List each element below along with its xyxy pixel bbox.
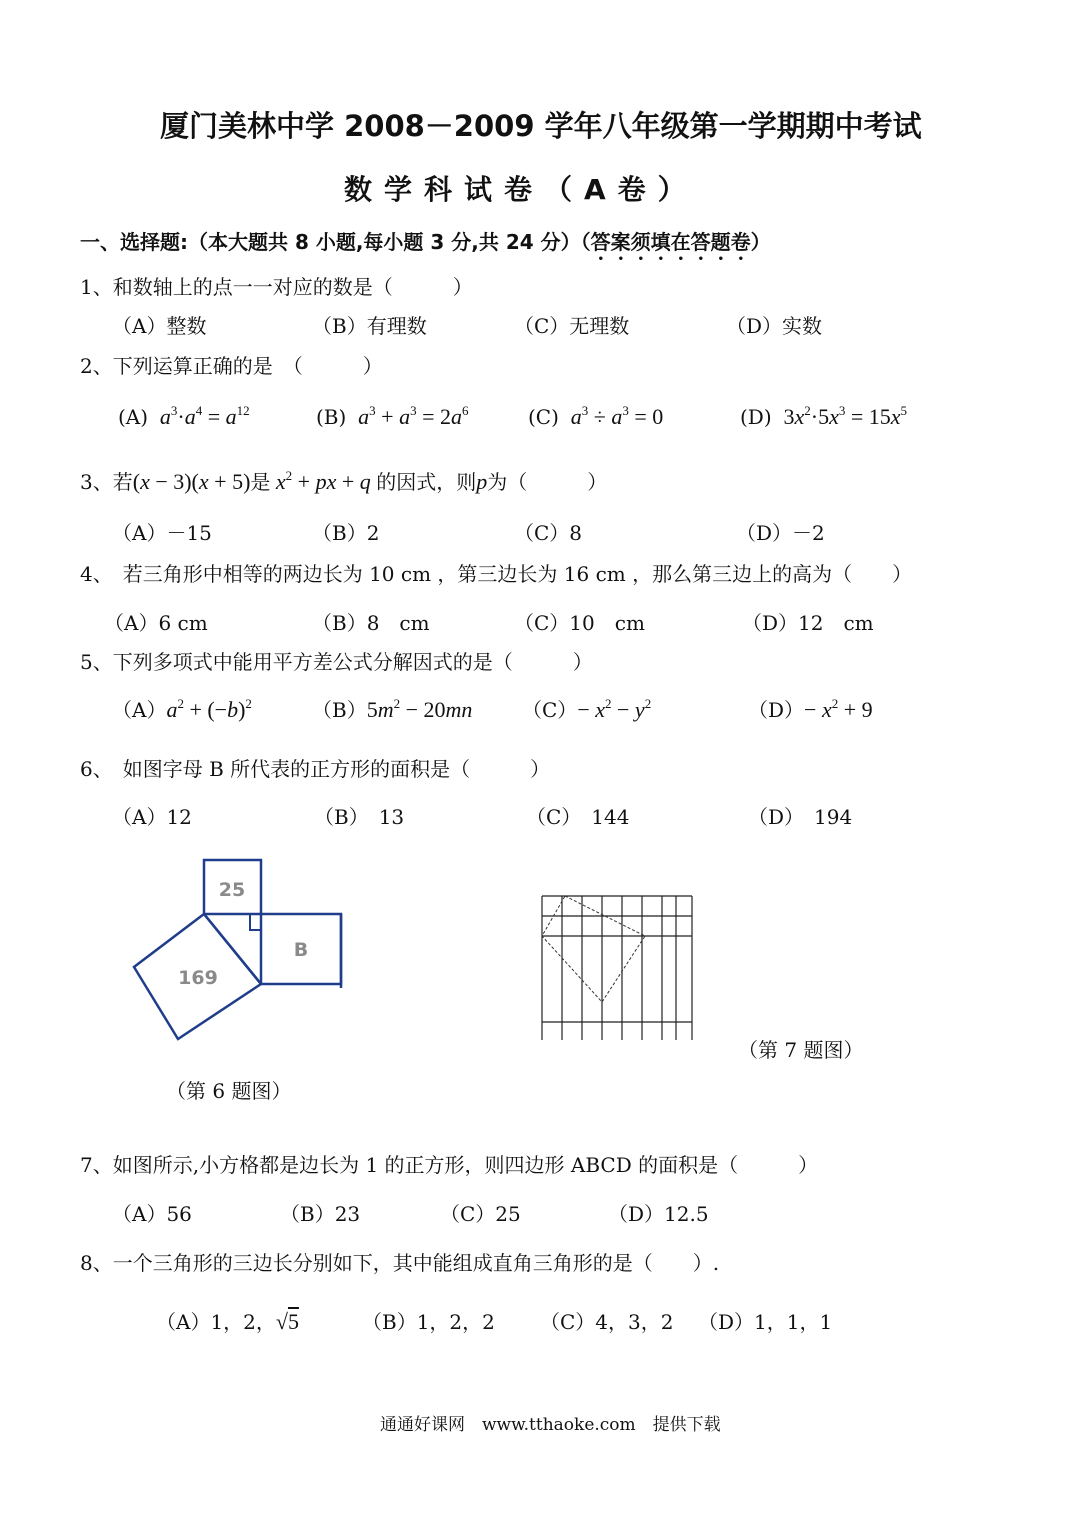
section-heading-close: ） [750, 230, 771, 254]
q2-label-a: (A) [118, 405, 149, 429]
quadrilateral-abcd [542, 896, 645, 1002]
q4-option-c: （C）10 cm [514, 611, 645, 635]
q8-option-a [156, 1306, 299, 1335]
q2-option-b: (B) $a^3 + a^3 = 2a^6$ [316, 403, 469, 429]
q3-suffix: 的因式，则 [376, 470, 477, 494]
question-5: 5、下列多项式中能用平方差公式分解因式的是（ ） [80, 650, 593, 674]
q5-option-a: $(A)a^2 + (-b)^2$ [112, 696, 252, 722]
q3-option-d: （D）－2 [736, 521, 825, 545]
q4-option-a: （A）6 cm [104, 611, 208, 635]
question-8: 8、一个三角形的三边长分别如下，其中能组成直角三角形的是（ ）. [80, 1251, 720, 1275]
sqrt-value: 5 [287, 1309, 299, 1334]
section-heading [80, 226, 771, 265]
question-1: 1、和数轴上的点一一对应的数是（ ） [80, 275, 473, 299]
q2-label-c: (C) [528, 405, 559, 429]
q3-prefix: 3、若 [80, 470, 133, 494]
q4-option-d: （D）12 cm [742, 611, 874, 635]
figure-6-diagram [120, 850, 360, 1050]
sqrt-symbol: √5 [275, 1309, 299, 1334]
page-footer: 通通好课网 www.tthaoke.com 提供下载 [380, 1415, 721, 1435]
question-6: 6、 如图字母 B 所代表的正方形的面积是（ ） [80, 757, 551, 781]
q6-option-a: （A）12 [112, 805, 192, 829]
label-25: 25 [218, 879, 246, 901]
q5-option-d: $(D)- x^2 + 9$ [748, 696, 873, 722]
q3-option-a: （A）－15 [112, 521, 212, 545]
figure-7-caption: （第 7 题图） [738, 1038, 864, 1062]
q5-label-c: （C） [522, 698, 578, 722]
figure-7-grid [535, 890, 700, 1045]
q6-option-d: （D） 194 [748, 805, 853, 829]
q6-option-c: （C） 144 [526, 805, 630, 829]
q8-option-a-text: （A）1，2， [156, 1310, 276, 1334]
exam-title: 厦门美林中学 2008－2009 学年八年级第一学期期中考试 [160, 109, 922, 143]
q1-option-d: （D）实数 [726, 314, 823, 338]
q7-option-a: （A）56 [112, 1202, 192, 1226]
q3-option-b: （B）2 [312, 521, 380, 545]
label-b: B [293, 939, 309, 961]
q3-option-c: （C）8 [514, 521, 583, 545]
q8-option-d: （D）1，1，1 [698, 1310, 833, 1334]
q1-option-b: （B）有理数 [312, 314, 427, 338]
q7-option-d: （D）12.5 [608, 1202, 709, 1226]
q5-option-b: $(B)5m^2 - 20mn$ [312, 696, 473, 722]
q2-option-d: (D) $3x^2\cdot 5x^3 = 15x^5$ [740, 403, 908, 429]
q6-option-b: （B） 13 [314, 805, 405, 829]
q5-label-a: （A） [112, 698, 167, 722]
question-4: 4、 若三角形中相等的两边长为 10 cm ，第三边长为 16 cm ，那么第三边上的高为（ ） [80, 562, 913, 586]
q5-label-b: （B） [312, 698, 367, 722]
right-angle-marker [250, 914, 261, 930]
q8-option-c: （C）4，3，2 [540, 1310, 674, 1334]
section-heading-text: 一、选择题:（本大题共 8 小题,每小题 3 分,共 24 分）（ [80, 230, 591, 254]
q2-label-b: (B) [316, 405, 347, 429]
section-heading-emphasis: 答案须填在答题卷 [590, 230, 751, 254]
q3-end: 为（ ） [487, 470, 608, 494]
question-7: 7、如图所示,小方格都是边长为 1 的正方形，则四边形 ABCD 的面积是（ ） [80, 1153, 819, 1177]
q7-option-c: （C）25 [440, 1202, 521, 1226]
question-2: 2、下列运算正确的是 （ ） [80, 354, 383, 378]
q2-option-c: (C) $a^3 \div a^3 = 0$ [528, 403, 664, 429]
exam-subtitle: 数学科试卷（A卷） [344, 173, 698, 206]
q5-label-d: （D） [748, 698, 805, 722]
q7-option-b: （B）23 [280, 1202, 361, 1226]
q3-mid: 是 [250, 470, 271, 494]
q3-p: p [476, 469, 488, 494]
q4-option-b: （B）8 cm [312, 611, 430, 635]
q5-option-c: $(C)- x^2 - y^2$ [522, 696, 652, 722]
q1-option-c: （C）无理数 [514, 314, 630, 338]
q2-label-d: (D) [740, 405, 772, 429]
q1-option-a: （A）整数 [112, 314, 207, 338]
q8-option-b: （B）1，2，2 [362, 1310, 495, 1334]
label-169: 169 [178, 967, 218, 989]
figure-6-caption: （第 6 题图） [166, 1079, 292, 1103]
q2-option-a: (A) $a^3\cdot a^4 = a^{12}$ [118, 403, 250, 429]
question-3: 3、若(x − 3)(x + 5)是 $x^2$ + px + q 的因式，则p为（ ） [80, 468, 608, 494]
